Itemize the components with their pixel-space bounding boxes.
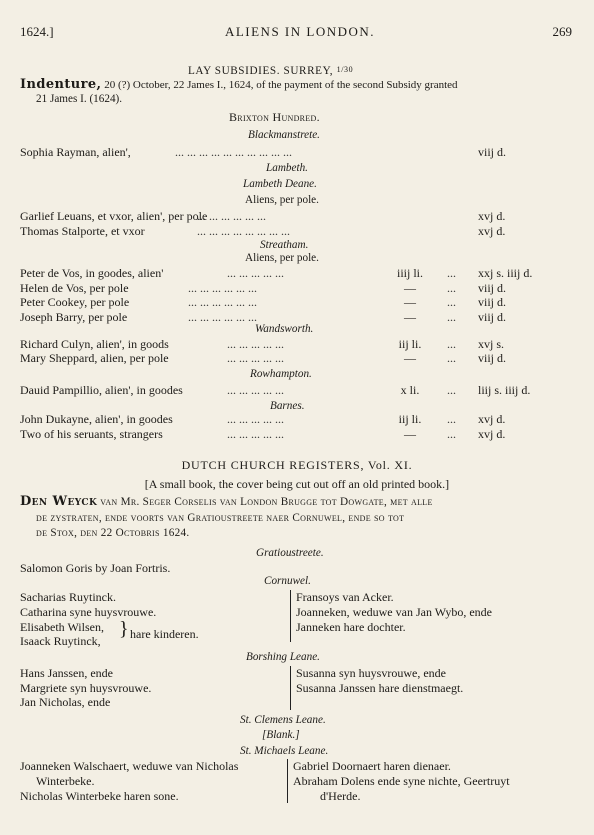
place-heading: Rowhampton. [250,368,312,380]
entry-name: Sophia Rayman, alien', [20,145,131,159]
entry-goods-value: — [404,351,416,365]
entry-amount: xvj s. [478,337,505,351]
entry-name: Peter de Vos, in goodes, alien' [20,266,164,280]
entry-name: John Dukayne, alien', in goodes [20,412,173,426]
entry-goods-value: — [404,310,416,324]
entry-goods-value: — [404,427,416,441]
leader-dots: ... ... ... ... ... [227,351,284,365]
section-title-text: LAY SUBSIDIES. SURREY, [188,65,334,77]
household-entry: Salomon Goris by Joan Fortris. [20,561,171,575]
entry-amount: viij d. [478,295,507,309]
street-heading: Cornuwel. [264,575,311,587]
household-entry: d'Herde. [320,789,361,803]
entry-name: Helen de Vos, per pole [20,281,129,295]
street-heading: Borshing Leane. [246,651,320,663]
household-entry: Susanna syn huysvrouwe, ende [296,666,446,680]
household-entry: Jan Nicholas, ende [20,695,111,709]
household-entry: Abraham Dolens ende syne nichte, Geertruyt [293,774,510,788]
place-heading: Blackmanstrete. [248,129,320,141]
entry-name: Joseph Barry, per pole [20,310,128,324]
household-entry: Isaack Ruytinck, [20,634,101,648]
household-entry: Janneken hare dochter. [296,620,406,634]
street-heading: St. Clemens Leane. [240,714,326,726]
household-entry: Winterbeke. [36,774,95,788]
leader-dots: ... [447,281,456,295]
street-heading: St. Michaels Leane. [240,745,329,757]
entry-amount: xvj d. [478,412,506,426]
running-title: ALIENS IN LONDON. [224,24,376,39]
indenture-paragraph [20,77,458,92]
entry-name: Two of his seruants, strangers [20,427,163,441]
leader-dots: ... ... ... ... ... ... ... ... ... ... [175,145,292,159]
section-title-lay-subsidies [188,63,353,78]
wyck-initial: Den Weyck [20,494,98,509]
entry-amount: viij d. [478,145,507,159]
entry-name: Peter Cookey, per pole [20,295,130,309]
household-entry: Elisabeth Wilsen, [20,620,104,634]
leader-dots: ... [447,337,456,351]
household-entry: Fransoys van Acker. [296,590,394,604]
column-divider [287,759,288,803]
entry-amount: xvj d. [478,427,506,441]
leader-dots: ... ... ... ... ... ... ... ... [197,224,290,238]
leader-dots: ... ... ... ... ... [227,337,284,351]
register-note: [A small book, the cover being cut out off an old printed book.] [144,477,450,491]
place-heading: Streatham. [260,239,309,251]
leader-dots: ... ... ... ... ... ... [197,209,266,223]
indenture-text: 20 (?) October, 22 James I., 1624, of the payment of the second Subsidy granted [101,79,458,91]
hundred-heading: Brixton Hundred. [229,110,320,124]
subsidy-fraction: 1/30 [336,65,354,74]
household-entry: Joanneken Walschaert, weduwe van Nicholas [20,759,239,773]
wyck-paragraph-line [20,495,433,509]
leader-dots: ... ... ... ... ... [227,266,284,280]
entry-goods-value: iij li. [398,337,422,351]
entry-goods-value: x li. [400,383,420,397]
leader-dots: ... [447,310,456,324]
entry-goods-value: iij li. [398,412,422,426]
leader-dots: ... [447,412,456,426]
place-heading: Wandsworth. [255,323,314,335]
leader-dots: ... [447,266,456,280]
indenture-initial: Indenture, [20,77,102,92]
wyck-paragraph-line: de Stox, den 22 Octobris 1624. [36,527,190,539]
household-entry: Nicholas Winterbeke haren sone. [20,789,179,803]
page-section-label: 1624.] [20,24,54,39]
entry-name: Thomas Stalporte, et vxor [20,224,145,238]
leader-dots: ... ... ... ... ... [227,412,284,426]
place-heading: Lambeth. [266,162,308,174]
entry-amount: xvj d. [478,209,506,223]
household-entry: Joanneken, weduwe van Jan Wybo, ende [296,605,492,619]
subheading: Aliens, per pole. [245,252,319,264]
entry-amount: viij d. [478,351,507,365]
subheading: Aliens, per pole. [245,194,319,206]
entry-amount: viij d. [478,281,507,295]
entry-name: Dauid Pampillio, alien', in goodes [20,383,183,397]
column-divider [290,590,291,642]
leader-dots: ... [447,427,456,441]
leader-dots: ... [447,351,456,365]
place-heading: Lambeth Deane. [243,178,317,190]
household-entry: Susanna Janssen hare dienstmaegt. [296,681,464,695]
entry-amount: viij d. [478,310,507,324]
entry-amount: liij s. iiij d. [478,383,531,397]
brace-icon: } [119,618,129,640]
page-number: 269 [552,24,572,39]
household-entry: Sacharias Ruytinck. [20,590,116,604]
entry-name: Richard Culyn, alien', in goods [20,337,169,351]
leader-dots: ... [447,295,456,309]
blank-note: [Blank.] [262,729,300,741]
column-divider [290,666,291,710]
wyck-text: van Mr. Seger Corselis van London Brugge tot Dowgate, met alle [97,496,433,508]
entry-amount: xxj s. iiij d. [478,266,533,280]
street-heading: Gratioustreete. [256,547,324,559]
entry-goods-value: — [404,281,416,295]
household-entry: Gabriel Doornaert haren dienaer. [293,759,451,773]
entry-goods-value: — [404,295,416,309]
place-heading: Barnes. [270,400,305,412]
section-title-dutch-church: DUTCH CHURCH REGISTERS, Vol. XI. [181,458,413,472]
brace-label: hare kinderen. [130,627,199,641]
leader-dots: ... ... ... ... ... ... [188,295,257,309]
household-entry: Catharina syne huysvrouwe. [20,605,157,619]
indenture-date: 21 James I. (1624). [36,93,123,105]
leader-dots: ... ... ... ... ... [227,383,284,397]
entry-name: Garlief Leuans, et vxor, alien', per pole [20,209,208,223]
leader-dots: ... ... ... ... ... ... [188,281,257,295]
leader-dots: ... ... ... ... ... ... [188,310,257,324]
leader-dots: ... ... ... ... ... [227,427,284,441]
entry-amount: xvj d. [478,224,506,238]
entry-goods-value: iiij li. [396,266,423,280]
wyck-paragraph-line: de zystraten, ende voorts van Gratioustreete naer Cornuwel, ende so tot [36,512,405,524]
leader-dots: ... [447,383,456,397]
household-entry: Margriete syn huysvrouwe. [20,681,152,695]
entry-name: Mary Sheppard, alien, per pole [20,351,169,365]
household-entry: Hans Janssen, ende [20,666,113,680]
